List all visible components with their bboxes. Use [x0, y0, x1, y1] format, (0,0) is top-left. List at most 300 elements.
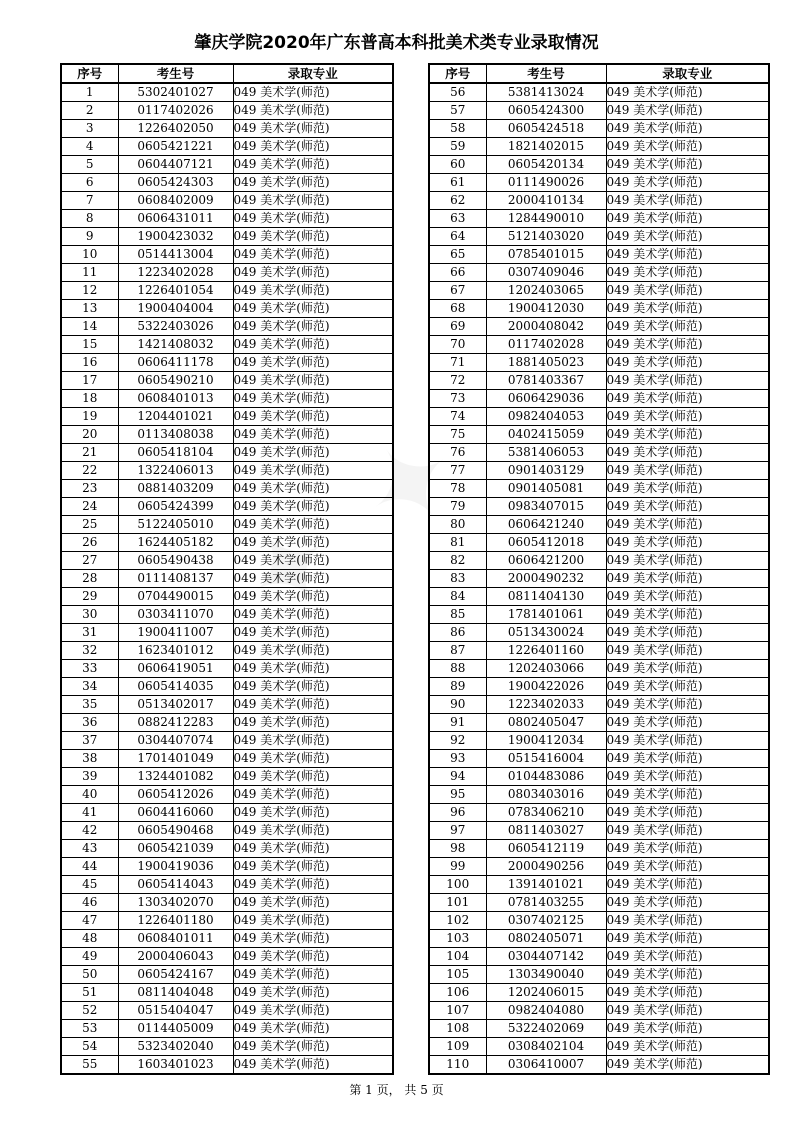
serial-number-cell: 41 — [61, 804, 118, 822]
serial-number-cell: 54 — [61, 1038, 118, 1056]
admitted-major-cell: 049 美术学(师范) — [233, 732, 393, 750]
serial-number-cell: 10 — [61, 246, 118, 264]
candidate-id-cell: 0606431011 — [118, 210, 233, 228]
serial-number-cell: 23 — [61, 480, 118, 498]
serial-number-cell: 100 — [429, 876, 486, 894]
table-row — [61, 624, 393, 642]
table-row — [61, 156, 393, 174]
candidate-id-cell: 0606411178 — [118, 354, 233, 372]
admission-table-left — [60, 63, 394, 1075]
candidate-id-cell: 0605412119 — [486, 840, 606, 858]
admitted-major-cell: 049 美术学(师范) — [233, 534, 393, 552]
table-row — [429, 660, 769, 678]
serial-number-cell: 56 — [429, 83, 486, 102]
serial-number-cell: 69 — [429, 318, 486, 336]
serial-number-cell: 7 — [61, 192, 118, 210]
serial-number-cell: 92 — [429, 732, 486, 750]
serial-number-cell: 99 — [429, 858, 486, 876]
candidate-id-cell: 0308402104 — [486, 1038, 606, 1056]
table-row — [429, 318, 769, 336]
serial-number-cell: 18 — [61, 390, 118, 408]
serial-number-cell: 11 — [61, 264, 118, 282]
table-row — [429, 228, 769, 246]
table-row — [61, 642, 393, 660]
serial-number-cell: 29 — [61, 588, 118, 606]
admitted-major-cell: 049 美术学(师范) — [233, 336, 393, 354]
table-row — [429, 516, 769, 534]
candidate-id-cell: 1303490040 — [486, 966, 606, 984]
admitted-major-cell: 049 美术学(师范) — [606, 174, 769, 192]
admitted-major-cell: 049 美术学(师范) — [233, 660, 393, 678]
admission-table-right — [428, 63, 770, 1075]
serial-number-cell: 43 — [61, 840, 118, 858]
candidate-id-cell: 0982404053 — [486, 408, 606, 426]
serial-number-cell: 31 — [61, 624, 118, 642]
candidate-id-cell: 0901405081 — [486, 480, 606, 498]
candidate-id-cell: 1226401160 — [486, 642, 606, 660]
table-row — [429, 822, 769, 840]
admitted-major-cell: 049 美术学(师范) — [606, 876, 769, 894]
candidate-id-cell: 0114405009 — [118, 1020, 233, 1038]
candidate-id-cell: 0402415059 — [486, 426, 606, 444]
admitted-major-cell: 049 美术学(师范) — [233, 102, 393, 120]
candidate-id-cell: 1204401021 — [118, 408, 233, 426]
candidate-id-cell: 1701401049 — [118, 750, 233, 768]
table-row — [61, 1002, 393, 1020]
serial-number-cell: 94 — [429, 768, 486, 786]
serial-number-cell: 24 — [61, 498, 118, 516]
admitted-major-cell: 049 美术学(师范) — [606, 660, 769, 678]
admitted-major-cell: 049 美术学(师范) — [233, 516, 393, 534]
candidate-id-cell: 2000490256 — [486, 858, 606, 876]
table-row — [429, 858, 769, 876]
admitted-major-cell: 049 美术学(师范) — [606, 732, 769, 750]
admitted-major-cell: 049 美术学(师范) — [233, 138, 393, 156]
table-row — [61, 83, 393, 102]
candidate-id-cell: 2000408042 — [486, 318, 606, 336]
admitted-major-cell: 049 美术学(师范) — [233, 804, 393, 822]
candidate-id-cell: 1900423032 — [118, 228, 233, 246]
admitted-major-cell: 049 美术学(师范) — [606, 480, 769, 498]
serial-number-cell: 101 — [429, 894, 486, 912]
table-row — [61, 228, 393, 246]
table-row — [429, 462, 769, 480]
table-row — [429, 606, 769, 624]
candidate-id-cell: 1226401054 — [118, 282, 233, 300]
candidate-id-cell: 0605412026 — [118, 786, 233, 804]
admitted-major-cell: 049 美术学(师范) — [606, 354, 769, 372]
table-row — [429, 624, 769, 642]
candidate-id-cell: 5323402040 — [118, 1038, 233, 1056]
candidate-id-cell: 0111408137 — [118, 570, 233, 588]
serial-number-cell: 77 — [429, 462, 486, 480]
candidate-id-cell: 0605420134 — [486, 156, 606, 174]
serial-number-cell: 61 — [429, 174, 486, 192]
serial-number-cell: 63 — [429, 210, 486, 228]
candidate-id-cell: 0811404048 — [118, 984, 233, 1002]
table-row — [429, 930, 769, 948]
serial-number-cell: 68 — [429, 300, 486, 318]
candidate-id-cell: 1324401082 — [118, 768, 233, 786]
admitted-major-cell: 049 美术学(师范) — [606, 1002, 769, 1020]
candidate-id-cell: 1900422026 — [486, 678, 606, 696]
header-serial-number: 序号 — [429, 64, 486, 83]
admitted-major-cell: 049 美术学(师范) — [233, 264, 393, 282]
candidate-id-cell: 2000490232 — [486, 570, 606, 588]
serial-number-cell: 35 — [61, 696, 118, 714]
admitted-major-cell: 049 美术学(师范) — [606, 228, 769, 246]
admitted-major-cell: 049 美术学(师范) — [233, 696, 393, 714]
admitted-major-cell: 049 美术学(师范) — [233, 786, 393, 804]
table-row — [61, 534, 393, 552]
table-row — [61, 966, 393, 984]
table-row — [61, 372, 393, 390]
table-row — [429, 120, 769, 138]
candidate-id-cell: 1624405182 — [118, 534, 233, 552]
serial-number-cell: 70 — [429, 336, 486, 354]
serial-number-cell: 96 — [429, 804, 486, 822]
table-row — [61, 552, 393, 570]
table-header-row — [61, 64, 393, 83]
candidate-id-cell: 0882412283 — [118, 714, 233, 732]
table-row — [429, 840, 769, 858]
admitted-major-cell: 049 美术学(师范) — [606, 246, 769, 264]
table-row — [61, 984, 393, 1002]
serial-number-cell: 27 — [61, 552, 118, 570]
serial-number-cell: 80 — [429, 516, 486, 534]
candidate-id-cell: 0802405047 — [486, 714, 606, 732]
serial-number-cell: 75 — [429, 426, 486, 444]
serial-number-cell: 89 — [429, 678, 486, 696]
serial-number-cell: 6 — [61, 174, 118, 192]
serial-number-cell: 58 — [429, 120, 486, 138]
table-row — [61, 894, 393, 912]
serial-number-cell: 8 — [61, 210, 118, 228]
serial-number-cell: 26 — [61, 534, 118, 552]
candidate-id-cell: 1900412030 — [486, 300, 606, 318]
table-row — [61, 354, 393, 372]
table-row — [429, 174, 769, 192]
admitted-major-cell: 049 美术学(师范) — [606, 138, 769, 156]
table-row — [61, 1038, 393, 1056]
candidate-id-cell: 0608402009 — [118, 192, 233, 210]
admitted-major-cell: 049 美术学(师范) — [233, 966, 393, 984]
table-row — [61, 318, 393, 336]
serial-number-cell: 71 — [429, 354, 486, 372]
table-row — [429, 588, 769, 606]
table-row — [61, 696, 393, 714]
serial-number-cell: 15 — [61, 336, 118, 354]
candidate-id-cell: 1303402070 — [118, 894, 233, 912]
table-row — [61, 678, 393, 696]
serial-number-cell: 102 — [429, 912, 486, 930]
candidate-id-cell: 0117402028 — [486, 336, 606, 354]
candidate-id-cell: 0608401011 — [118, 930, 233, 948]
admitted-major-cell: 049 美术学(师范) — [606, 696, 769, 714]
admitted-major-cell: 049 美术学(师范) — [233, 426, 393, 444]
table-row — [61, 786, 393, 804]
table-row — [61, 192, 393, 210]
candidate-id-cell: 0605421039 — [118, 840, 233, 858]
serial-number-cell: 49 — [61, 948, 118, 966]
table-row — [61, 570, 393, 588]
candidate-id-cell: 0901403129 — [486, 462, 606, 480]
table-row — [429, 408, 769, 426]
candidate-id-cell: 0514413004 — [118, 246, 233, 264]
table-row — [429, 426, 769, 444]
table-row — [429, 300, 769, 318]
candidate-id-cell: 0803403016 — [486, 786, 606, 804]
serial-number-cell: 83 — [429, 570, 486, 588]
candidate-id-cell: 0781403367 — [486, 372, 606, 390]
candidate-id-cell: 1421408032 — [118, 336, 233, 354]
candidate-id-cell: 5122405010 — [118, 516, 233, 534]
table-row — [61, 768, 393, 786]
serial-number-cell: 21 — [61, 444, 118, 462]
serial-number-cell: 107 — [429, 1002, 486, 1020]
admitted-major-cell: 049 美术学(师范) — [606, 300, 769, 318]
serial-number-cell: 33 — [61, 660, 118, 678]
candidate-id-cell: 1900419036 — [118, 858, 233, 876]
admitted-major-cell: 049 美术学(师范) — [233, 822, 393, 840]
admitted-major-cell: 049 美术学(师范) — [606, 462, 769, 480]
serial-number-cell: 108 — [429, 1020, 486, 1038]
serial-number-cell: 87 — [429, 642, 486, 660]
table-row — [61, 408, 393, 426]
admitted-major-cell: 049 美术学(师范) — [606, 444, 769, 462]
table-row — [61, 390, 393, 408]
admitted-major-cell: 049 美术学(师范) — [233, 246, 393, 264]
candidate-id-cell: 0605424300 — [486, 102, 606, 120]
table-row — [429, 83, 769, 102]
candidate-id-cell: 0605490468 — [118, 822, 233, 840]
table-row — [429, 264, 769, 282]
serial-number-cell: 4 — [61, 138, 118, 156]
serial-number-cell: 65 — [429, 246, 486, 264]
admitted-major-cell: 049 美术学(师范) — [606, 390, 769, 408]
serial-number-cell: 42 — [61, 822, 118, 840]
serial-number-cell: 28 — [61, 570, 118, 588]
admitted-major-cell: 049 美术学(师范) — [233, 156, 393, 174]
serial-number-cell: 14 — [61, 318, 118, 336]
admitted-major-cell: 049 美术学(师范) — [606, 336, 769, 354]
serial-number-cell: 106 — [429, 984, 486, 1002]
table-row — [61, 1056, 393, 1075]
admitted-major-cell: 049 美术学(师范) — [233, 894, 393, 912]
candidate-id-cell: 0515416004 — [486, 750, 606, 768]
candidate-id-cell: 1900411007 — [118, 624, 233, 642]
table-row — [429, 480, 769, 498]
table-row — [429, 336, 769, 354]
candidate-id-cell: 0608401013 — [118, 390, 233, 408]
admitted-major-cell: 049 美术学(师范) — [233, 1038, 393, 1056]
candidate-id-cell: 0704490015 — [118, 588, 233, 606]
admitted-major-cell: 049 美术学(师范) — [233, 1020, 393, 1038]
table-row — [429, 804, 769, 822]
serial-number-cell: 37 — [61, 732, 118, 750]
serial-number-cell: 2 — [61, 102, 118, 120]
table-row — [61, 588, 393, 606]
serial-number-cell: 53 — [61, 1020, 118, 1038]
admitted-major-cell: 049 美术学(师范) — [606, 1020, 769, 1038]
table-row — [61, 336, 393, 354]
table-row — [61, 912, 393, 930]
admitted-major-cell: 049 美术学(师范) — [606, 120, 769, 138]
admitted-major-cell: 049 美术学(师范) — [606, 822, 769, 840]
serial-number-cell: 50 — [61, 966, 118, 984]
serial-number-cell: 52 — [61, 1002, 118, 1020]
table-row — [61, 480, 393, 498]
table-row — [61, 210, 393, 228]
admitted-major-cell: 049 美术学(师范) — [233, 552, 393, 570]
admitted-major-cell: 049 美术学(师范) — [233, 570, 393, 588]
admitted-major-cell: 049 美术学(师范) — [233, 228, 393, 246]
table-row — [429, 552, 769, 570]
table-row — [429, 1038, 769, 1056]
admitted-major-cell: 049 美术学(师范) — [233, 354, 393, 372]
table-row — [429, 1056, 769, 1075]
candidate-id-cell: 0606429036 — [486, 390, 606, 408]
admitted-major-cell: 049 美术学(师范) — [233, 462, 393, 480]
table-row — [429, 1020, 769, 1038]
serial-number-cell: 86 — [429, 624, 486, 642]
serial-number-cell: 85 — [429, 606, 486, 624]
table-row — [429, 912, 769, 930]
table-row — [61, 462, 393, 480]
candidate-id-cell: 0982404080 — [486, 1002, 606, 1020]
admitted-major-cell: 049 美术学(师范) — [233, 1002, 393, 1020]
candidate-id-cell: 0606419051 — [118, 660, 233, 678]
candidate-id-cell: 0513430024 — [486, 624, 606, 642]
serial-number-cell: 97 — [429, 822, 486, 840]
serial-number-cell: 104 — [429, 948, 486, 966]
table-row — [429, 282, 769, 300]
serial-number-cell: 30 — [61, 606, 118, 624]
candidate-id-cell: 1226401180 — [118, 912, 233, 930]
candidate-id-cell: 0515404047 — [118, 1002, 233, 1020]
candidate-id-cell: 5322403026 — [118, 318, 233, 336]
candidate-id-cell: 0605414043 — [118, 876, 233, 894]
candidate-id-cell: 1223402028 — [118, 264, 233, 282]
admitted-major-cell: 049 美术学(师范) — [233, 498, 393, 516]
table-row — [429, 372, 769, 390]
candidate-id-cell: 1623401012 — [118, 642, 233, 660]
serial-number-cell: 66 — [429, 264, 486, 282]
header-admitted-major: 录取专业 — [233, 64, 393, 83]
table-row — [61, 174, 393, 192]
table-row — [429, 390, 769, 408]
candidate-id-cell: 0111490026 — [486, 174, 606, 192]
serial-number-cell: 74 — [429, 408, 486, 426]
serial-number-cell: 19 — [61, 408, 118, 426]
serial-number-cell: 47 — [61, 912, 118, 930]
admitted-major-cell: 049 美术学(师范) — [233, 408, 393, 426]
serial-number-cell: 90 — [429, 696, 486, 714]
candidate-id-cell: 0605424518 — [486, 120, 606, 138]
table-row — [61, 138, 393, 156]
table-row — [429, 966, 769, 984]
candidate-id-cell: 0117402026 — [118, 102, 233, 120]
candidate-id-cell: 1226402050 — [118, 120, 233, 138]
serial-number-cell: 84 — [429, 588, 486, 606]
admitted-major-cell: 049 美术学(师范) — [606, 372, 769, 390]
admitted-major-cell: 049 美术学(师范) — [606, 156, 769, 174]
candidate-id-cell: 0104483086 — [486, 768, 606, 786]
serial-number-cell: 57 — [429, 102, 486, 120]
serial-number-cell: 64 — [429, 228, 486, 246]
admitted-major-cell: 049 美术学(师范) — [233, 624, 393, 642]
serial-number-cell: 51 — [61, 984, 118, 1002]
table-row — [429, 444, 769, 462]
candidate-id-cell: 1781401061 — [486, 606, 606, 624]
serial-number-cell: 13 — [61, 300, 118, 318]
serial-number-cell: 98 — [429, 840, 486, 858]
header-admitted-major: 录取专业 — [606, 64, 769, 83]
candidate-id-cell: 2000406043 — [118, 948, 233, 966]
admitted-major-cell: 049 美术学(师范) — [606, 1038, 769, 1056]
table-row — [429, 192, 769, 210]
admitted-major-cell: 049 美术学(师范) — [606, 678, 769, 696]
candidate-id-cell: 0606421240 — [486, 516, 606, 534]
table-row — [429, 948, 769, 966]
candidate-id-cell: 0605418104 — [118, 444, 233, 462]
admitted-major-cell: 049 美术学(师范) — [233, 282, 393, 300]
admitted-major-cell: 049 美术学(师范) — [606, 714, 769, 732]
candidate-id-cell: 5381406053 — [486, 444, 606, 462]
table-row — [61, 948, 393, 966]
admitted-major-cell: 049 美术学(师范) — [606, 804, 769, 822]
admitted-major-cell: 049 美术学(师范) — [233, 606, 393, 624]
admitted-major-cell: 049 美术学(师范) — [606, 642, 769, 660]
table-row — [429, 876, 769, 894]
serial-number-cell: 5 — [61, 156, 118, 174]
candidate-id-cell: 5322402069 — [486, 1020, 606, 1038]
candidate-id-cell: 1900412034 — [486, 732, 606, 750]
table-row — [429, 102, 769, 120]
candidate-id-cell: 0113408038 — [118, 426, 233, 444]
serial-number-cell: 12 — [61, 282, 118, 300]
serial-number-cell: 103 — [429, 930, 486, 948]
table-row — [429, 354, 769, 372]
admitted-major-cell: 049 美术学(师范) — [606, 930, 769, 948]
admitted-major-cell: 049 美术学(师范) — [606, 624, 769, 642]
admitted-major-cell: 049 美术学(师范) — [233, 174, 393, 192]
candidate-id-cell: 5121403020 — [486, 228, 606, 246]
serial-number-cell: 105 — [429, 966, 486, 984]
admitted-major-cell: 049 美术学(师范) — [606, 408, 769, 426]
admitted-major-cell: 049 美术学(师范) — [606, 1056, 769, 1075]
serial-number-cell: 60 — [429, 156, 486, 174]
admitted-major-cell: 049 美术学(师范) — [233, 840, 393, 858]
table-row — [429, 750, 769, 768]
table-row — [429, 768, 769, 786]
admitted-major-cell: 049 美术学(师范) — [606, 984, 769, 1002]
table-row — [61, 426, 393, 444]
candidate-id-cell: 1603401023 — [118, 1056, 233, 1075]
candidate-id-cell: 5381413024 — [486, 83, 606, 102]
candidate-id-cell: 0304407142 — [486, 948, 606, 966]
table-row — [429, 714, 769, 732]
serial-number-cell: 9 — [61, 228, 118, 246]
admitted-major-cell: 049 美术学(师范) — [606, 282, 769, 300]
table-row — [429, 786, 769, 804]
candidate-id-cell: 0604407121 — [118, 156, 233, 174]
header-candidate-id: 考生号 — [118, 64, 233, 83]
serial-number-cell: 79 — [429, 498, 486, 516]
admitted-major-cell: 049 美术学(师范) — [606, 894, 769, 912]
serial-number-cell: 36 — [61, 714, 118, 732]
admitted-major-cell: 049 美术学(师范) — [233, 480, 393, 498]
